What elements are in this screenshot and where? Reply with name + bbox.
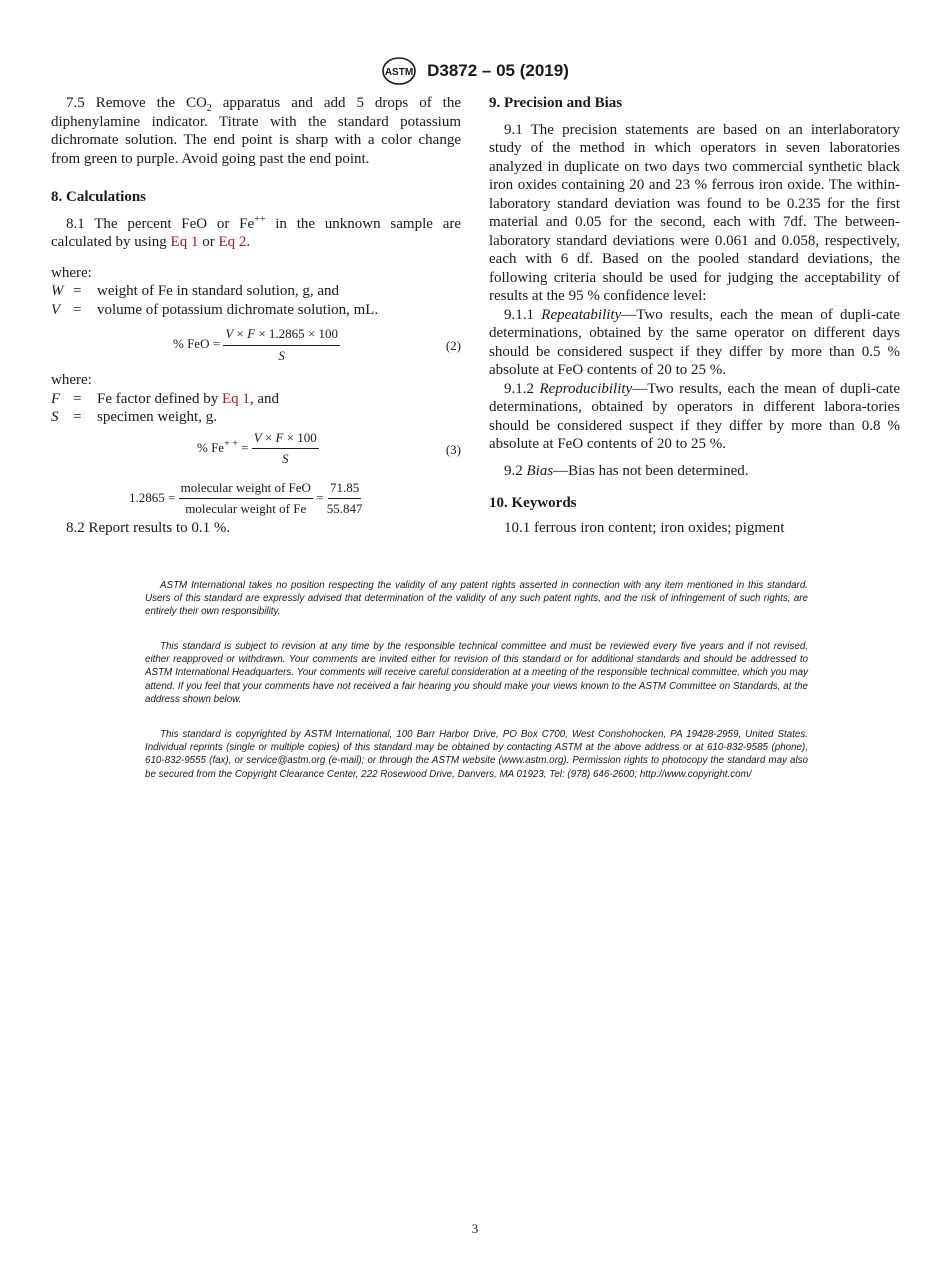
molecular-weight-ratio: 1.2865 = $\frac{\text{molecular weight of FeO}}{\text{molecular weight of Fe}}$ = $\frac{71.85}{55.847}$ — [129, 479, 363, 516]
equation-3: % Fe+ + = $\frac{V \times F \times 100}{S}$ (3) — [197, 429, 461, 466]
paragraph-9-1-1: 9.1.1 Repeatability—Two results, each the mean of dupli-cate determinations, obtained by the same operator on different days should be considered suspect if they differ by more than 0.5 % absolute at FeO contents of 20 to 25 %. — [489, 306, 901, 378]
variable-definition-v: V = volume of potassium dichromate solution, mL. — [51, 301, 379, 318]
paragraph-9-1-2: 9.1.2 Reproducibility—Two results, each the mean of dupli-cate determinations, obtained by operators in different labora-tories should be considered suspect if they differ by more than 0.8 % absolute at FeO contents of 20 to 25 %. — [489, 380, 901, 452]
page-header — [0, 56, 950, 86]
section-10-heading: 10. Keywords — [489, 495, 577, 511]
paragraph-10-1: 10.1 ferrous iron content; iron oxides; pigment — [504, 519, 785, 536]
variable-definition-s: S = specimen weight, g. — [51, 409, 217, 425]
eq1-link[interactable]: Eq 1 — [170, 234, 199, 250]
right-column — [489, 94, 900, 537]
paragraph-9-1: 9.1 The precision statements are based on an interlaboratory study of the method in which operators in seven laboratories analyzed in duplicate on two days two commercial synthetic black iron oxides containing 20 and 23 % ferrous iron oxide. The within-laboratory standard deviation was found to be 0.235 for the first material and 0.05 for the second, each with 7df. The between-laboratory standard deviations were 0.061 and 0.058, respectively, each with 6 df. Based on the pooled standard deviations, the following criteria should be used for judging the acceptability of results at the 95 % confidence level: — [489, 121, 900, 304]
patent-notice: ASTM International takes no position respecting the validity of any patent rights asserted in connection with any item mentioned in this standard. Users of this standard are expressly advised that determination of the validity of any such patent rights, and the risk of infringement of such rights, are entirely their own responsibility. — [145, 580, 808, 618]
equation-number-2: (2) — [445, 338, 461, 353]
section-8-heading: 8. Calculations — [51, 189, 147, 205]
left-column — [51, 94, 461, 537]
logo-text: ASTM — [384, 67, 414, 78]
copyright-notice: This standard is copyrighted by ASTM International, 100 Barr Harbor Drive, PO Box C700, West Conshohocken, PA 19428-2959, United States. Individual reprints (single or multiple copies) of this standard may be obtained by contacting ASTM at the above address or at 610-832-9585 (phone), 610-832-9555 (fax), or service@astm.org (e-mail); or through the ASTM website (www.astm.org). Permission rights to photocopy the standard may also be secured from the Copyright Clearance Center, 222 Rosewood Drive, Danvers, MA 01923, Tel: (978) 646-2600; http://www.copyright.com/ — [145, 729, 808, 780]
page-number: 3 — [471, 1221, 479, 1236]
paragraph-7-5: 7.5 Remove the $CO_2$ apparatus and add 5 drops of the diphenylamine indicator. Titrate with the standard potassium dichromate solution. The end point is sharp with a color change from green to purple. Avoid going past the end point. — [51, 95, 461, 167]
eq2-link[interactable]: Eq 2 — [218, 234, 247, 250]
paragraph-9-2: 9.2 Bias—Bias has not been determined. — [504, 462, 749, 479]
section-9-heading: 9. Precision and Bias — [489, 95, 623, 111]
where-label-2: where: — [51, 372, 92, 388]
variable-definition-w: W = weight of Fe in standard solution, g, and — [51, 283, 340, 299]
variable-definition-f: F = Fe factor defined by Eq 1, and — [51, 390, 280, 407]
where-label-1: where: — [51, 264, 92, 281]
document-id: D3872 – 05 (2019) — [427, 61, 569, 80]
paragraph-8-2: 8.2 Report results to 0.1 %. — [66, 519, 231, 536]
revision-notice: This standard is subject to revision at any time by the responsible technical committee and must be reviewed every five years and if not revised, either reapproved or withdrawn. Your comments are invited either for revision of this standard or for additional standards and should be addressed to ASTM International Headquarters. Your comments will receive careful consideration at a meeting of the responsible technical committee, which you may attend. If you feel that your comments have not received a fair hearing you should make your views known to the ASTM Committee on Standards, at the address shown below. — [145, 641, 808, 705]
paragraph-8-1: 8.1 The percent FeO or Fe++ in the unknown sample are calculated by using Eq 1 or Eq 2. — [51, 213, 462, 250]
equation-number-3: (3) — [445, 441, 461, 457]
astm-logo-icon — [381, 56, 417, 86]
eq1-link-2[interactable]: Eq 1 — [221, 390, 250, 407]
equation-2: % FeO = $\frac{V \times F \times 1.2865 \times 100}{S}$ (2) — [173, 326, 461, 363]
